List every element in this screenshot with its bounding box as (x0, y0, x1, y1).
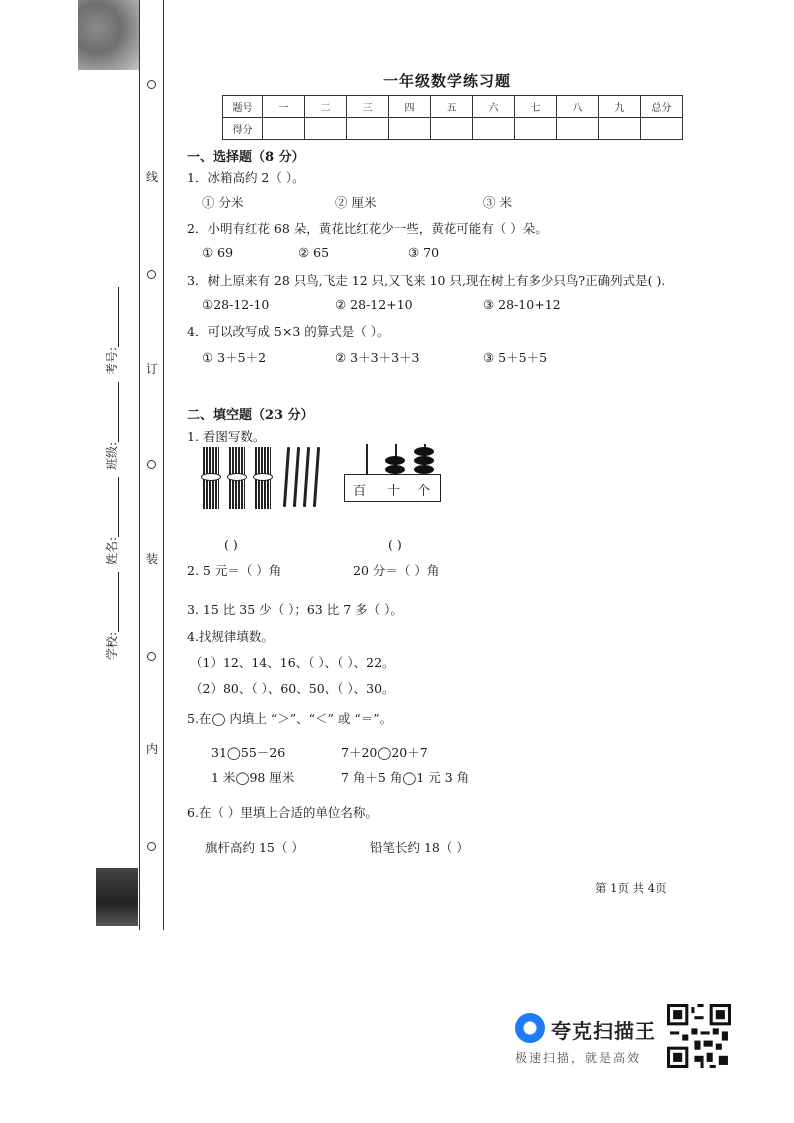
score-cell[interactable] (263, 118, 305, 140)
score-cell[interactable] (599, 118, 641, 140)
score-cell[interactable] (641, 118, 683, 140)
circle-mark (147, 270, 156, 279)
circle-blank-icon[interactable]: ◯ (377, 745, 392, 760)
cut-mark-nei: 内 (145, 742, 158, 756)
school-field: 学校: (103, 572, 120, 660)
abacus-rod-hundreds (366, 444, 368, 475)
score-table-header-row (223, 96, 683, 118)
s2-q4-a[interactable]: （1）12、14、16、（ ）、（ ）、22。 (190, 655, 395, 670)
abacus-bead (414, 456, 434, 465)
s2-q5-item[interactable] (211, 768, 294, 786)
circle-mark (147, 80, 156, 89)
score-header-cell: 三 (347, 96, 389, 118)
binding-cut-column (145, 20, 159, 920)
s1-q2-option-b[interactable]: ② 65 (298, 245, 330, 260)
s2-q1-blank-right[interactable]: ( ) (388, 537, 402, 552)
s2-q6-a[interactable]: 旗杆高约 15（ ） (205, 840, 304, 855)
s2-q6-stem: 6.在（ ）里填上合适的单位名称。 (187, 805, 378, 820)
abacus-label-hundreds: 百 (353, 484, 367, 499)
single-stick (283, 447, 290, 507)
s2-q2-b[interactable]: 20 分＝（ ）角 (353, 563, 440, 578)
qr-code-icon (667, 1004, 731, 1068)
score-cell[interactable] (557, 118, 599, 140)
s1-q1-option-b[interactable]: ② 厘米 (335, 195, 377, 210)
s1-q2-stem: 2．小明有红花 68 朵，黄花比红花少一些，黄花可能有（ ）朵。 (187, 221, 548, 236)
brand-slogan: 极速扫描，就是高效 (515, 1051, 642, 1065)
abacus-bead (414, 447, 434, 456)
section2-heading: 二、填空题（23 分） (187, 408, 314, 423)
s1-q3-option-a[interactable]: ①28-12-10 (202, 297, 270, 312)
abacus-label-tens: 十 (387, 484, 401, 499)
abacus-label-ones: 个 (417, 484, 431, 499)
compare-left: 1 米 (211, 770, 236, 785)
compare-right: 55－26 (240, 745, 286, 760)
brand-logo-icon (515, 1013, 545, 1043)
circle-mark (147, 460, 156, 469)
score-header-cell: 题号 (223, 96, 263, 118)
counting-sticks-figure (203, 447, 323, 509)
single-stick (303, 447, 310, 507)
s1-q3-option-b[interactable]: ② 28-12+10 (335, 297, 413, 312)
compare-left: 7＋20 (341, 745, 378, 760)
score-header-cell: 二 (305, 96, 347, 118)
s2-q5-item[interactable] (341, 768, 469, 786)
section1-heading: 一、选择题（8 分） (187, 150, 305, 165)
score-cell[interactable] (473, 118, 515, 140)
abacus-bead (414, 465, 434, 474)
abacus-bead (385, 465, 405, 474)
score-cell[interactable] (515, 118, 557, 140)
abacus-bead (385, 456, 405, 465)
s2-q5-stem-suffix: 内填上 “＞”、“＜” 或 “＝”。 (225, 711, 393, 726)
score-header-cell: 五 (431, 96, 473, 118)
s2-q6-b[interactable]: 铅笔长约 18（ ） (370, 840, 469, 855)
circle-blank-icon: ◯ (211, 711, 226, 726)
score-header-cell: 六 (473, 96, 515, 118)
score-header-cell: 一 (263, 96, 305, 118)
cut-mark-zhuang: 装 (145, 552, 158, 566)
scan-shadow-bottom (96, 868, 138, 926)
single-stick (293, 447, 300, 507)
s1-q2-option-a[interactable]: ① 69 (202, 245, 234, 260)
s1-q4-option-a[interactable]: ① 3＋5＋2 (202, 350, 267, 365)
s2-q4-b[interactable]: （2）80、（ ）、60、50、（ ）、30。 (190, 681, 395, 696)
score-cell[interactable] (389, 118, 431, 140)
compare-left: 31 (211, 745, 227, 760)
s2-q5-stem (187, 709, 392, 727)
s1-q4-option-c[interactable]: ③ 5＋5＋5 (483, 350, 548, 365)
binding-line-right (163, 0, 164, 930)
cut-mark-ding: 订 (145, 362, 158, 376)
score-header-cell: 总分 (641, 96, 683, 118)
s2-q5-stem-prefix: 5.在 (187, 711, 212, 726)
abacus-figure (344, 444, 441, 500)
s1-q1-option-c[interactable]: ③ 米 (483, 195, 512, 210)
s1-q2-option-c[interactable]: ③ 70 (408, 245, 440, 260)
page-title: 一年级数学练习题 (383, 72, 512, 90)
binding-line-left (139, 0, 140, 930)
score-cell[interactable] (347, 118, 389, 140)
cut-mark-xian: 线 (145, 170, 158, 184)
single-stick (313, 447, 320, 507)
s1-q3-stem: 3．树上原来有 28 只鸟,飞走 12 只,又飞来 10 只,现在树上有多少只鸟?正确列式是( ). (187, 273, 666, 288)
score-header-cell: 四 (389, 96, 431, 118)
s2-q1-stem: 1. 看图写数。 (187, 429, 266, 444)
circle-mark (147, 652, 156, 661)
exam-number-field: 考号: (103, 287, 120, 375)
score-header-cell: 八 (557, 96, 599, 118)
score-row-label: 得分 (223, 118, 263, 140)
compare-right: 98 厘米 (249, 770, 295, 785)
s2-q1-blank-left[interactable]: ( ) (224, 537, 238, 552)
circle-blank-icon[interactable]: ◯ (235, 770, 250, 785)
s2-q5-item[interactable] (211, 743, 285, 761)
score-cell[interactable] (431, 118, 473, 140)
compare-left: 7 角＋5 角 (341, 770, 403, 785)
bundle-tie (253, 473, 273, 481)
bundle-tie (227, 473, 247, 481)
s2-q4-stem: 4.找规律填数。 (187, 629, 274, 644)
s1-q4-stem: 4．可以改写成 5×3 的算式是（ ）。 (187, 324, 390, 339)
score-header-cell: 九 (599, 96, 641, 118)
scan-shadow-top (78, 0, 140, 70)
circle-blank-icon[interactable]: ◯ (402, 770, 417, 785)
s2-q3[interactable]: 3. 15 比 35 少（ ）；63 比 7 多（ ）。 (187, 602, 403, 617)
brand-name: 夸克扫描王 (551, 1019, 656, 1043)
s1-q3-option-c[interactable]: ③ 28-10+12 (483, 297, 561, 312)
s2-q2-a[interactable]: 2. 5 元＝（ ）角 (187, 563, 282, 578)
s1-q1-stem: 1．冰箱高约 2（ ）。 (187, 170, 305, 185)
class-field: 班级: (103, 382, 120, 470)
page-number: 第 1页 共 4页 (595, 881, 667, 895)
compare-right: 1 元 3 角 (416, 770, 470, 785)
s2-q5-item[interactable] (341, 743, 428, 761)
score-table (222, 95, 683, 140)
score-header-cell: 七 (515, 96, 557, 118)
name-field: 姓名: (103, 477, 120, 565)
score-table-score-row (223, 118, 683, 140)
s1-q4-option-b[interactable]: ② 3＋3＋3＋3 (335, 350, 420, 365)
s1-q1-option-a[interactable]: ① 分米 (202, 195, 244, 210)
circle-mark (147, 842, 156, 851)
compare-right: 20＋7 (391, 745, 428, 760)
circle-blank-icon[interactable]: ◯ (226, 745, 241, 760)
bundle-tie (201, 473, 221, 481)
score-cell[interactable] (305, 118, 347, 140)
